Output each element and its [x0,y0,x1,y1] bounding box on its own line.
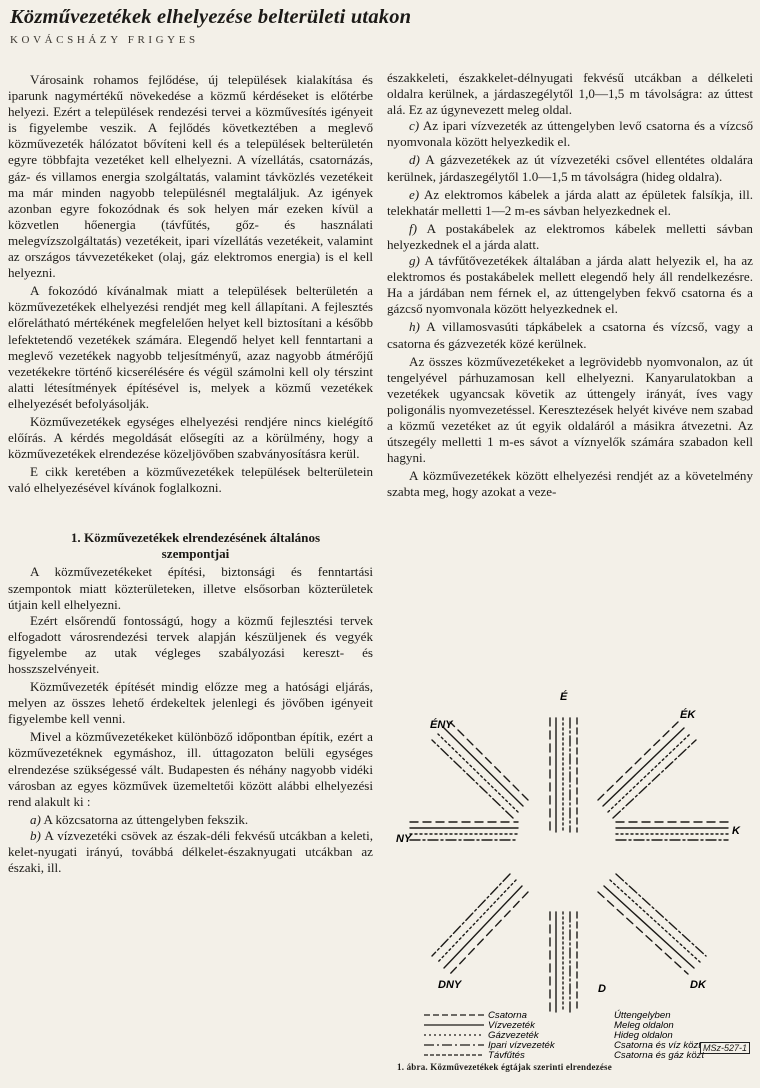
list-marker: f) [409,220,417,236]
figure-caption: 1. ábra. Közművezetékek égtájak szerinti elrendezése [397,1062,612,1072]
list-text: A postakábelek az elektromos kábelek melletti sávban helyezkednek el a járda alatt. [387,220,753,252]
list-text: A közcsatorna az úttengelyben fekszik. [43,811,249,827]
list-text: A távfűtővezetékek általában a járda alatt helyezik el, ha az elektromos és postakábelek mellett elegendő hely áll rendelkezésre. Ha a járdában nem férnek el, az úttengelyben fekvő csatorna és a gázcső nyomvonala között helyezkednek el. [387,253,753,317]
right-column [387,70,753,500]
direction-label-southwest: DNY [438,979,462,991]
paragraph: Közművezeték építését mindig előzze meg a hatósági eljárás, melyen az összes lehető érdekeltek jelenlegi és jövőben igényeit figyelembe kell venni. [8,679,373,727]
paragraph: Városaink rohamos fejlődése, új települések kialakítása és iparunk nagymértékű növekedése a közmű kérdéseket is előtérbe helyezi. Ezért a települések rendezési tervei a közművesítés igényeit is figyelembe veszik. A fejlődés következtében a meglevő közművezeték hálózatot bővíteni kell és a települések belterületén egyre többfajta vezetéket kell elhelyezni. A vízellátás, csatornázás, gáz- és villamos energia szolgáltatás, valamint távközlés vezetékeit ma már minden nagyobb településnél megtaláljuk. Az igények azonban egyre fokozódnak és sok helyen már ezeken kívül a közvetlen hőenergia (távfűtés, gőz- és használati melegvízszolgáltatás) vezetékeit, ipari vízellátás vezetékeit, valamint az országos távvezetékeket (olaj, gáz elektromos energia) is el kell helyezni. [8,72,373,281]
list-text: A gázvezetékek az út vízvezetéki csővel ellentétes oldalára kerülnek, járdaszegélytől 1.0—1,5 m távolságra (hideg oldalra). [387,152,753,184]
left-column [8,70,373,876]
list-text: Az ipari vízvezeték az úttengelyben levő csatorna és a vízcső nyomvonala között helyezkedik el. [387,118,753,150]
list-marker: c) [409,118,420,134]
list-marker: g) [409,253,420,269]
article-title: Közművezetékek elhelyezése belterületi utakon [10,6,412,28]
paragraph: A fokozódó kívánalmak miatt a települések belterületén a közművezetékek elhelyezési rendjét meg kell állapítani. A fejlesztés előrelátható mértékének megfelelően helyet kell biztosítani a később lefektetendő vezetékek számára. Elegendő helyet kell fenntartani a meglevő vezetékek nagyobb teljesítményű, azaz nagyobb átmérőjű vezetékekre történő kicserélésére és végül számolni kell oly térszint alatti létesítmények építésével is, melyek a közmű vezetékek elhelyezését befolyásolják. [8,283,373,411]
direction-label-northeast: ÉK [680,709,696,721]
legend-swatches [424,1015,484,1055]
legend-label: Hideg oldalon [614,1030,673,1041]
street-lines [410,718,728,1012]
list-item [8,812,373,828]
legend-label: Csatorna és gáz közt [614,1050,705,1061]
legend-label: Gázvezeték [488,1030,539,1041]
legend-label: Vízvezeték [488,1020,535,1031]
legend-label: Csatorna [488,1010,527,1021]
list-item [387,319,753,351]
legend-label: Úttengelyben [614,1010,671,1021]
paragraph: Közművezetékek egységes elhelyezési rendjére nincs kielégítő előírás. A kérdés megoldását elősegíti az a körülmény, hogy a közművezetékek elrendezése közeljövőben szabványosításra kerül. [8,413,373,462]
legend-label: Távfűtés [488,1050,525,1061]
paragraph: Az összes közművezetékeket a legrövidebb nyomvonalon, az út tengelyével párhuzamosan kell elhelyezni. Kanyarulatokban a vezetékek ugyancsak követik az úttengely irányát, íves vagy poligonális nyomvezetéssel. Keresztezések helyét kivéve nem szabad a közmű vezetéket az út egyik oldaláról a másikra átvezetni. Az útszegély melletti 1 m-es sávot a víznyelők számára szabadon kell hagyni. [387,353,753,466]
legend [424,1010,704,1061]
paragraph: északkeleti, északkelet-délnyugati fekvésű utcákban a délkeleti oldalra kerülnek, a járdaszegélytől 1,0—1,5 m távolságra: az úttest alá. Ez az úgynevezett meleg oldal. [387,70,753,118]
direction-label-northwest: ÉNY [430,719,453,731]
direction-label-southeast: DK [690,979,706,991]
paragraph: E cikk keretében a közművezetékek települések belterületein való elhelyezésével kívánok foglalkozni. [8,464,373,496]
orientation-diagram [388,682,754,1077]
direction-label-north: É [560,691,568,703]
standard-stamp: MSz-527-1 [700,1042,750,1054]
list-marker: b) [30,827,41,843]
list-item [387,118,753,150]
legend-label: Csatorna és víz közt [614,1040,701,1051]
list-item [8,828,373,876]
list-item [387,253,753,317]
legend-label: Ipari vízvezeték [488,1040,555,1051]
list-marker: a) [30,811,41,827]
list-text: Az elektromos kábelek a járda alatt az épületek falsíkja, ill. telekhatár melletti 1—2 m-es sávban helyezkednek el. [387,186,753,218]
legend-label: Meleg oldalon [614,1020,674,1031]
paragraph: A közművezetékek között elhelyezési rendjét az a követelmény szabta meg, hogy azokat a veze- [387,468,753,500]
list-item [387,187,753,219]
paragraph: Ezért elsőrendű fontosságú, hogy a közmű fejlesztési tervek elfogadott városrendezési tervek alapján készüljenek és vegyék figyelembe az utak végleges szabályozási kereszt- és hosszszelvényeit. [8,612,373,676]
list-text: A vízvezetéki csövek az észak-déli fekvésű utcákban a keleti, kelet-nyugati irányú, továbbá délkelet-északnyugati utcákban az északi, ill. [8,827,373,876]
list-item [387,152,753,184]
list-marker: e) [409,186,420,202]
paragraph: A közművezetékeket építési, biztonsági és fenntartási szempontok miatt közterületeken, illetve elsősorban közterületek útjain kell elhelyezni. [8,564,373,612]
direction-label-east: K [732,825,740,837]
section-heading: 1. Közművezetékek elrendezésének általános szempontjai [70,530,321,562]
paragraph: Mivel a közművezetékeket különböző időpontban építik, ezért a közművezetéknek egymáshoz, ill. úttagozaton belüli egységes elrendezése szükségessé vált. Budapesten és néhány nagyobb vidéki városban az egyes közművek üzemeltetői között alábbi elhelyezési rend alakult ki : [8,729,373,809]
list-text: A villamosvasúti tápkábelek a csatorna és vízcső, vagy a csatorna és gázvezeték közé kerülnek. [387,319,753,351]
list-marker: h) [409,319,420,335]
figure-orientation-diagram [388,682,754,1077]
list-marker: d) [409,152,420,168]
direction-label-south: D [598,983,606,995]
list-item [387,221,753,253]
author-name: KOVÁCSHÁZY FRIGYES [10,34,199,46]
direction-label-west: NY [396,833,412,845]
